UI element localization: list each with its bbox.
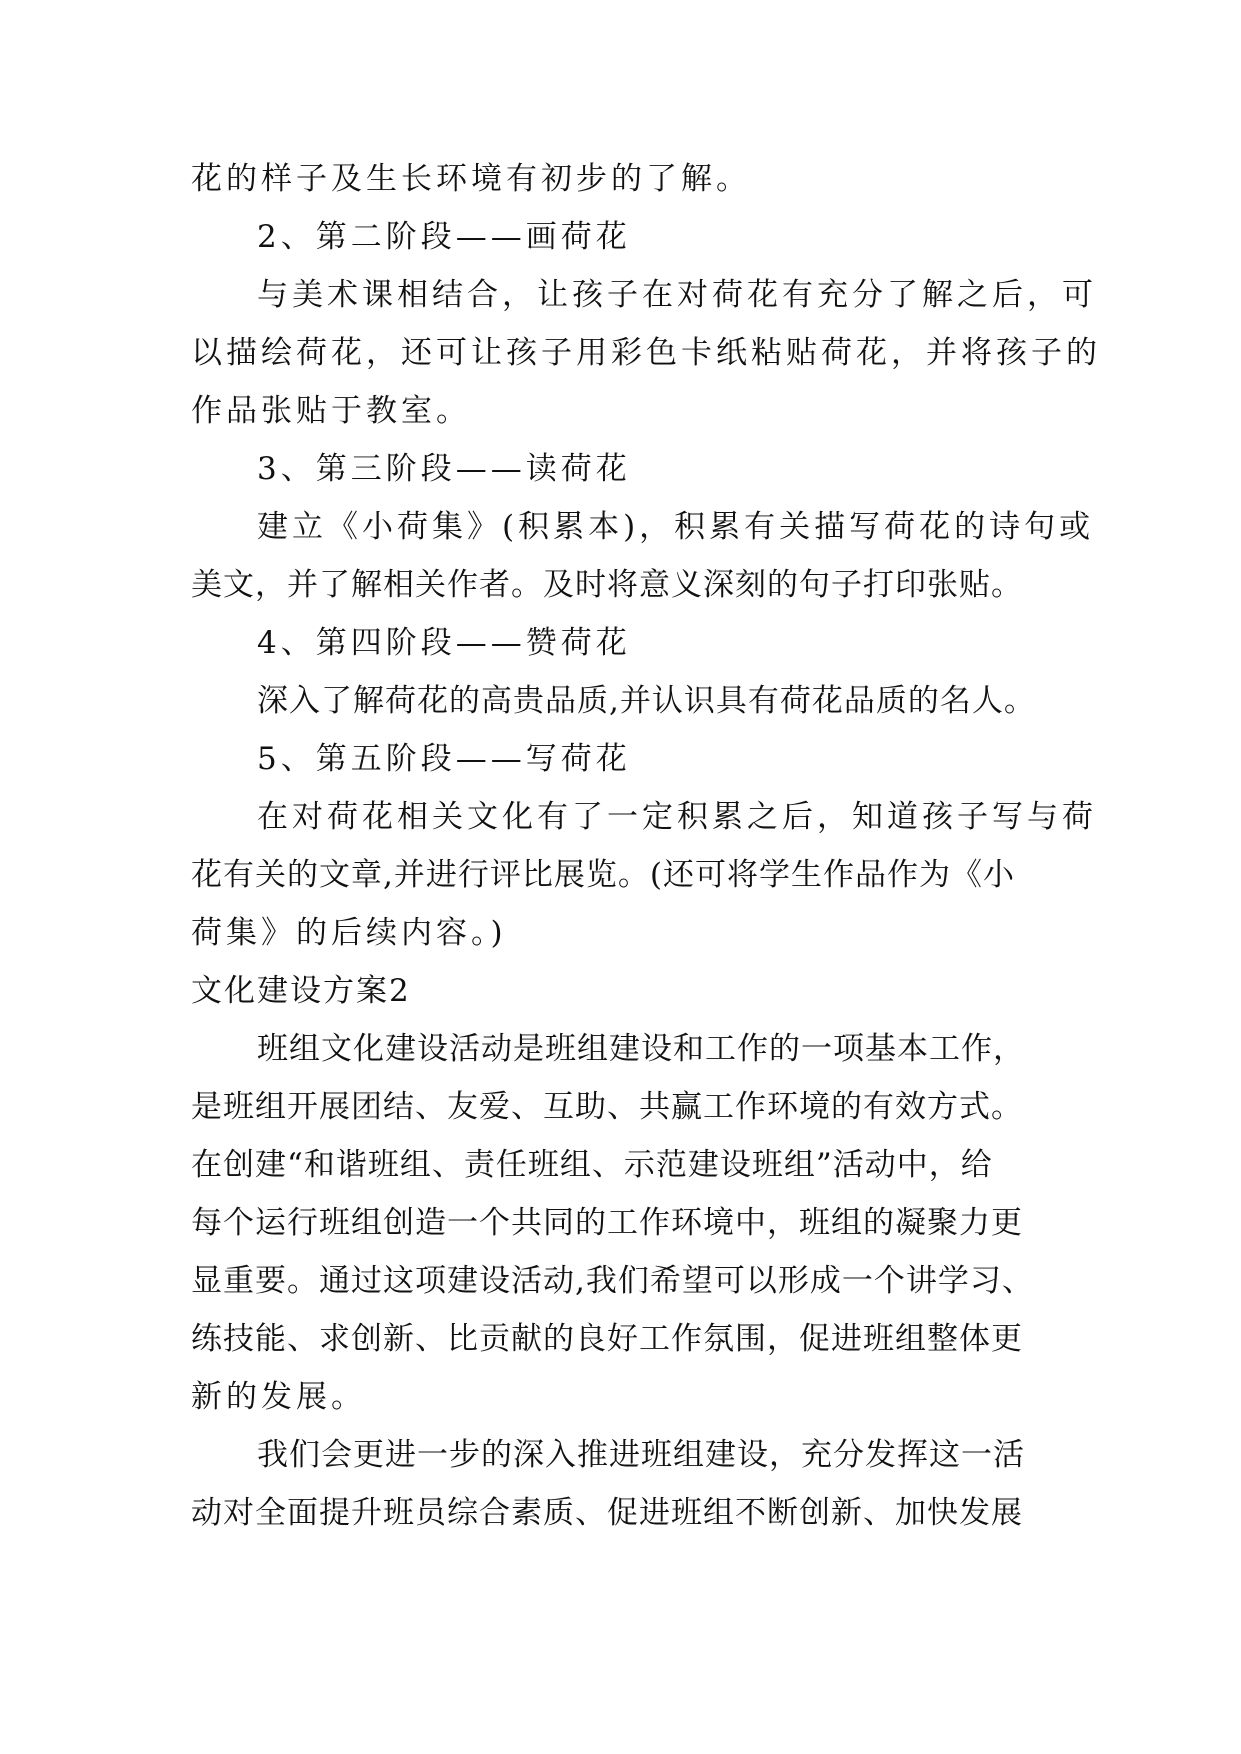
paragraph-line: 与美术课相结合，让孩子在对荷花有充分了解之后，可 xyxy=(257,277,1097,313)
stage-heading: 3、第三阶段——读荷花 xyxy=(257,451,631,487)
paragraph-line: 在创建“和谐班组、责任班组、示范建设班组”活动中，给 xyxy=(191,1147,993,1183)
paragraph-line: 我们会更进一步的深入推进班组建设，充分发挥这一活 xyxy=(257,1437,1025,1473)
paragraph-line: 花的样子及生长环境有初步的了解。 xyxy=(191,161,751,197)
paragraph-line: 荷集》的后续内容。) xyxy=(191,915,507,951)
paragraph-line: 美文，并了解相关作者。及时将意义深刻的句子打印张贴。 xyxy=(191,567,1023,603)
paragraph-line: 以描绘荷花，还可让孩子用彩色卡纸粘贴荷花，并将孩子的 xyxy=(191,335,1101,371)
document-body xyxy=(191,150,1101,1542)
paragraph-line: 是班组开展团结、友爱、互助、共赢工作环境的有效方式。 xyxy=(191,1089,1023,1125)
paragraph-line: 作品张贴于教室。 xyxy=(191,393,471,429)
stage-heading: 2、第二阶段——画荷花 xyxy=(257,219,631,255)
stage-heading: 5、第五阶段——写荷花 xyxy=(257,741,631,777)
paragraph-line: 建立《小荷集》(积累本)，积累有关描写荷花的诗句或 xyxy=(257,509,1095,545)
paragraph-line: 显重要。通过这项建设活动,我们希望可以形成一个讲学习、 xyxy=(191,1263,1034,1299)
paragraph-line: 在对荷花相关文化有了一定积累之后，知道孩子写与荷 xyxy=(257,799,1097,835)
paragraph-line: 班组文化建设活动是班组建设和工作的一项基本工作， xyxy=(257,1031,1025,1067)
paragraph-line: 每个运行班组创造一个共同的工作环境中，班组的凝聚力更 xyxy=(191,1205,1023,1241)
section-title: 文化建设方案2 xyxy=(191,973,411,1009)
stage-heading: 4、第四阶段——赞荷花 xyxy=(257,625,631,661)
paragraph-line: 练技能、求创新、比贡献的良好工作氛围，促进班组整体更 xyxy=(191,1321,1023,1357)
paragraph-line: 新的发展。 xyxy=(191,1379,366,1415)
paragraph-line: 动对全面提升班员综合素质、促进班组不断创新、加快发展 xyxy=(191,1495,1023,1531)
paragraph-line: 深入了解荷花的高贵品质,并认识具有荷花品质的名人。 xyxy=(257,683,1036,719)
paragraph-line: 花有关的文章,并进行评比展览。(还可将学生作品作为《小 xyxy=(191,857,1015,893)
